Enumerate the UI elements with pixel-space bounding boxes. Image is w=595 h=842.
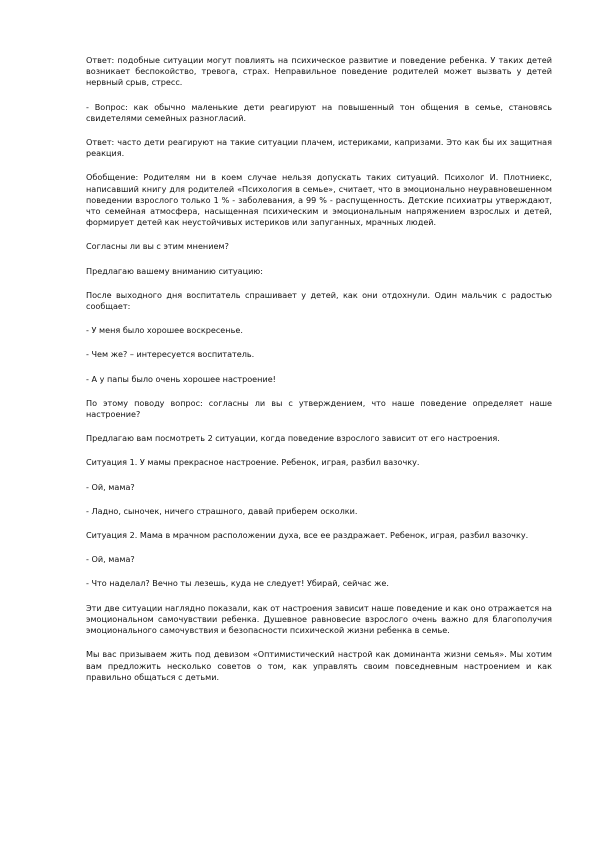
paragraph-question-opinion: Согласны ли вы с этим мнением?	[86, 241, 229, 252]
paragraph-dialogue-line: - Ой, мама?	[86, 481, 135, 492]
paragraph-answer-2: Ответ: часто дети реагируют на такие ситуации плачем, истериками, капризами. Это как бы их защитная реакция.	[86, 137, 552, 159]
paragraph-dialogue-line: - Чем же? – интересуется воспитатель.	[86, 349, 255, 360]
paragraph-summary: Обобщение: Родителям ни в коем случае нельзя допускать таких ситуаций. Психолог И. Плотниекс, написавший книгу для родителей «Психология в семье», считает, что в эмоционально неуравновешенном поведении взрослого только 1 % - заболевания, а 99 % - распущенность. Детские психиатры утверждают, что семейная атмосфера, насыщенная психическим и эмоциональным напряжением взрослых и детей, формирует детей как неустойчивых истериков или запуганных, мрачных людей.	[86, 172, 552, 228]
paragraph-answer-1: Ответ: подобные ситуации могут повлиять на психическое развитие и поведение ребенка. У таких детей возникает беспокойство, тревога, страх. Неправильное поведение родителей может вызвать у детей нервный срыв, стресс.	[86, 55, 552, 88]
paragraph-dialogue-line: - У меня было хорошее воскресенье.	[86, 325, 243, 336]
paragraph-two-situations: Предлагаю вам посмотреть 2 ситуации, когда поведение взрослого зависит от его настроения.	[86, 433, 500, 444]
paragraph-situation-2: Ситуация 2. Мама в мрачном расположении духа, все ее раздражает. Ребенок, играя, разбил вазочку.	[86, 530, 529, 541]
paragraph-situation-1: Ситуация 1. У мамы прекрасное настроение. Ребенок, играя, разбил вазочку.	[86, 457, 420, 468]
paragraph-dialogue-line: - Ладно, сыночек, ничего страшного, давай приберем осколки.	[86, 505, 358, 516]
paragraph-situation-intro: Предлагаю вашему вниманию ситуацию:	[86, 265, 263, 276]
document-body	[86, 55, 552, 696]
paragraph-dialogue-line: - Что наделал? Вечно ты лезешь, куда не следует! Убирай, сейчас же.	[86, 578, 389, 589]
paragraph-dialogue-line: - А у папы было очень хорошее настроение!	[86, 373, 276, 384]
paragraph-conclusion: Эти две ситуации наглядно показали, как от настроения зависит наше поведение и как оно отражается на эмоциональном самочувствии ребенка. Душевное равновесие взрослого очень важно для благополучия эмоционального самочувствия и безопасности психической жизни ребенка в семье.	[86, 602, 552, 636]
paragraph-question-behavior: По этому поводу вопрос: согласны ли вы с утверждением, что наше поведение определяет наше настроение?	[86, 397, 552, 420]
paragraph-motto: Мы вас призываем жить под девизом «Оптимистический настрой как доминанта жизни семья». Мы хотим вам предложить несколько советов о том, как управлять своим повседневным настроением и как правильно общаться с детьми.	[86, 649, 552, 682]
paragraph-dialogue-line: - Ой, мама?	[86, 554, 135, 565]
paragraph-question-1: - Вопрос: как обычно маленькие дети реагируют на повышенный тон общения в семье, становясь свидетелями семейных разногласий.	[86, 101, 552, 123]
paragraph-situation-story: После выходного дня воспитатель спрашивает у детей, как они отдохнули. Один мальчик с радостью сообщает:	[86, 289, 552, 312]
